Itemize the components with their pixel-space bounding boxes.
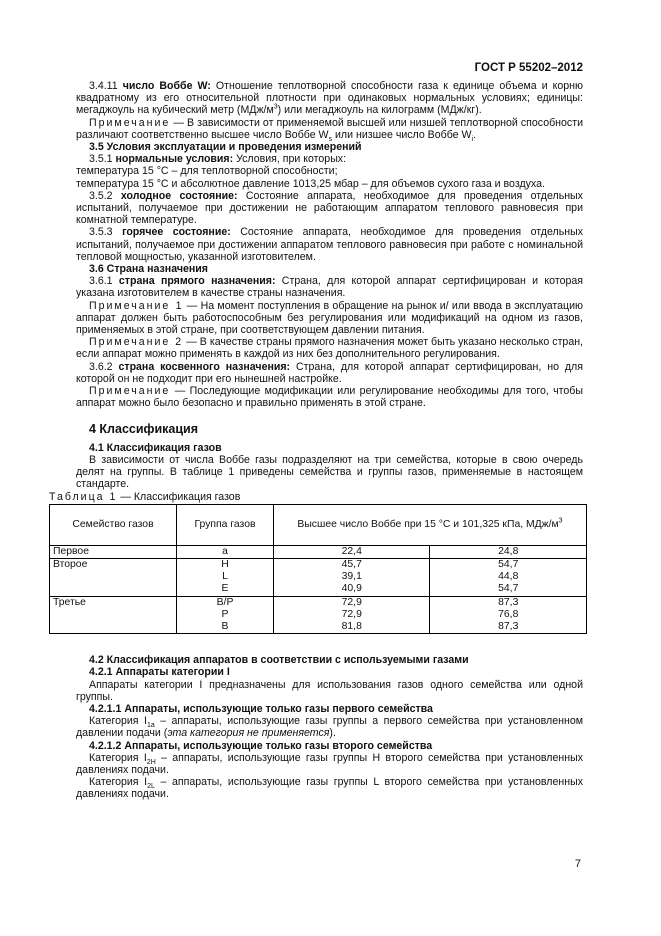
group-cell-value: H <box>221 558 229 570</box>
table-caption: Таблица 1 — Классификация газов <box>49 490 241 503</box>
wobbe-min-cell <box>274 558 430 596</box>
wobbe-min-cell-value: 72,9 <box>341 608 362 620</box>
clause-3-5-1-b: температура 15 °С и абсолютное давление 1013,25 мбар – для объемов сухого газа и воздуха. <box>76 177 545 190</box>
heading-4-2-1-1: 4.2.1.1 Аппараты, использующие только газы первого семейства <box>89 702 433 715</box>
group-cell-value: L <box>222 571 228 583</box>
group-cell-value: B/P <box>216 596 234 608</box>
col-group-header: Группа газов <box>177 504 274 545</box>
heading-3-6: 3.6 Страна назначения <box>89 263 208 276</box>
col-family-header: Семейство газов <box>50 504 177 545</box>
clause-4-1: В зависимости от числа Воббе газы подразделяют на три семейства, которые в свою очередь делят на группы. В таблице 1 приведены семейства и группы газов, применяемые в настоящем стандарте. <box>76 453 583 491</box>
wobbe-max-cell-value: 54,7 <box>498 583 519 595</box>
family-cell: Первое <box>50 545 177 558</box>
wobbe-min-cell-value: 81,8 <box>341 620 362 632</box>
wobbe-min-cell-value: 45,7 <box>341 558 362 570</box>
clause-category-i2l: Категория $I_{2L}$ – аппараты, использующие газы группы L второго семейства при установленных давлениях подачи. <box>76 776 583 801</box>
heading-4-1: 4.1 Классификация газов <box>89 441 222 454</box>
wobbe-max-cell <box>430 545 587 558</box>
clause-3-6-2: 3.6.2 страна косвенного назначения: Страна, для которой аппарат сертифицирован, но для которой он не подходит при его нынешней настройке. <box>76 360 583 385</box>
clause-3-5-1-a: температура 15 °С – для теплотворной способности; <box>76 165 338 178</box>
note-3-4-11: Примечание — В зависимости от применяемой высшей или низшей теплотворной способности различают соответственно высшее число Воббе $W_s$ или низшее число Воббе $W_i$. <box>76 116 583 143</box>
clause-3-6-1: 3.6.1 страна прямого назначения: Страна, для которой аппарат сертифицирован и которая указана изготовителем в качестве страны назначения. <box>76 275 583 300</box>
wobbe-min-cell-value: 72,9 <box>341 596 362 608</box>
col-wobbe-header: Высшее число Воббе при 15 °С и 101,325 кПа, МДж/$м^3$ <box>274 504 587 545</box>
group-cell-value: P <box>221 608 229 620</box>
wobbe-min-cell <box>274 545 430 558</box>
wobbe-max-cell-value: 87,3 <box>498 596 519 608</box>
clause-category-i2h: Категория $I_{2H}$ – аппараты, использующие газы группы H второго семейства при установленных давлениях подачи. <box>76 751 583 776</box>
wobbe-min-cell-value: 22,4 <box>341 545 362 557</box>
wobbe-max-cell <box>430 558 587 596</box>
group-cell <box>177 545 274 558</box>
heading-4-2-1-2: 4.2.1.2 Аппараты, использующие только газы второго семейства <box>89 739 433 752</box>
group-cell-value: a <box>222 545 228 557</box>
wobbe-max-cell-value: 24,8 <box>498 545 519 557</box>
group-cell <box>177 558 274 596</box>
heading-3-5: 3.5 Условия эксплуатации и проведения измерений <box>89 141 362 154</box>
wobbe-max-cell-value: 54,7 <box>498 558 519 570</box>
heading-4-2-1: 4.2.1 Аппараты категории I <box>89 666 230 679</box>
clause-3-5-3: 3.5.3 горячее состояние: Состояние аппарата, необходимое для проведения отдельных испытаний, получаемое при достижении аппаратом теплового равновесия при работе с номинальной тепловой мощностью, указанной изготовителем. <box>76 226 583 263</box>
clause-3-5-1: 3.5.1 нормальные условия: Условия, при которых: <box>89 153 347 166</box>
heading-4-2: 4.2 Классификация аппаратов в соответствии с используемыми газами <box>89 654 469 667</box>
table-header-row <box>50 504 587 545</box>
clause-3-5-2: 3.5.2 холодное состояние: Состояние аппарата, необходимое для проведения отдельных испытаний, получаемое при достижении не работающим аппаратом теплового равновесия при комнатной температуре. <box>76 189 583 227</box>
wobbe-min-cell-value: 39,1 <box>341 571 362 583</box>
table-row <box>50 558 587 596</box>
wobbe-max-cell-value: 44,8 <box>498 571 519 583</box>
document-body <box>49 80 584 801</box>
wobbe-max-cell <box>430 596 587 634</box>
wobbe-min-cell <box>274 596 430 634</box>
note-3-6-1-2: Примечание 2 — В качестве страны прямого назначения может быть указано несколько стран, если аппарат можно применять в каждой из них без дополнительного регулирования. <box>76 336 583 361</box>
note-3-6-1-1: Примечание 1 — На момент поступления в обращение на рынок и/ или ввода в эксплуатацию аппарат должен быть работоспособным без регулирования или модификаций на одном из газов, применяемых в этой стране, при соответствующем давлении питания. <box>76 299 583 337</box>
group-cell-value: E <box>221 583 229 595</box>
gas-classification-table <box>49 504 587 634</box>
wobbe-min-cell-value: 40,9 <box>341 583 362 595</box>
document-header: ГОСТ Р 55202–2012 <box>474 62 583 74</box>
wobbe-max-cell-value: 76,8 <box>498 608 519 620</box>
table-row <box>50 596 587 634</box>
family-cell: Третье <box>50 596 177 634</box>
table-row <box>50 545 587 558</box>
heading-section-4: 4 Классификация <box>89 422 199 437</box>
note-3-6-2: Примечание — Последующие модификации или регулирование необходимы для того, чтобы аппарат можно было безопасно и правильно применять в этой стране. <box>76 385 583 410</box>
family-cell: Второе <box>50 558 177 596</box>
wobbe-max-cell-value: 87,3 <box>498 620 519 632</box>
group-cell <box>177 596 274 634</box>
group-cell-value: B <box>221 620 229 632</box>
clause-4-2-1: Аппараты категории I предназначены для использования газов одного семейства или одной группы. <box>76 678 583 703</box>
clause-4-2-1-1: Категория $I_{1a}$ – аппараты, использующие газы группы a первого семейства при установленном давлении подачи (эта категория не применяется). <box>76 715 584 740</box>
clause-3-4-11: 3.4.11 число Воббе W: Отношение теплотворной способности газа к единице объема и корню квадратному из его относительной плотности при одинаковых нормальных условиях; единицы: мегаджоуль на кубический метр $(МДж/м^3)$ или мегаджоуль на килограмм (МДж/кг). <box>76 80 583 117</box>
page-number: 7 <box>574 858 581 870</box>
